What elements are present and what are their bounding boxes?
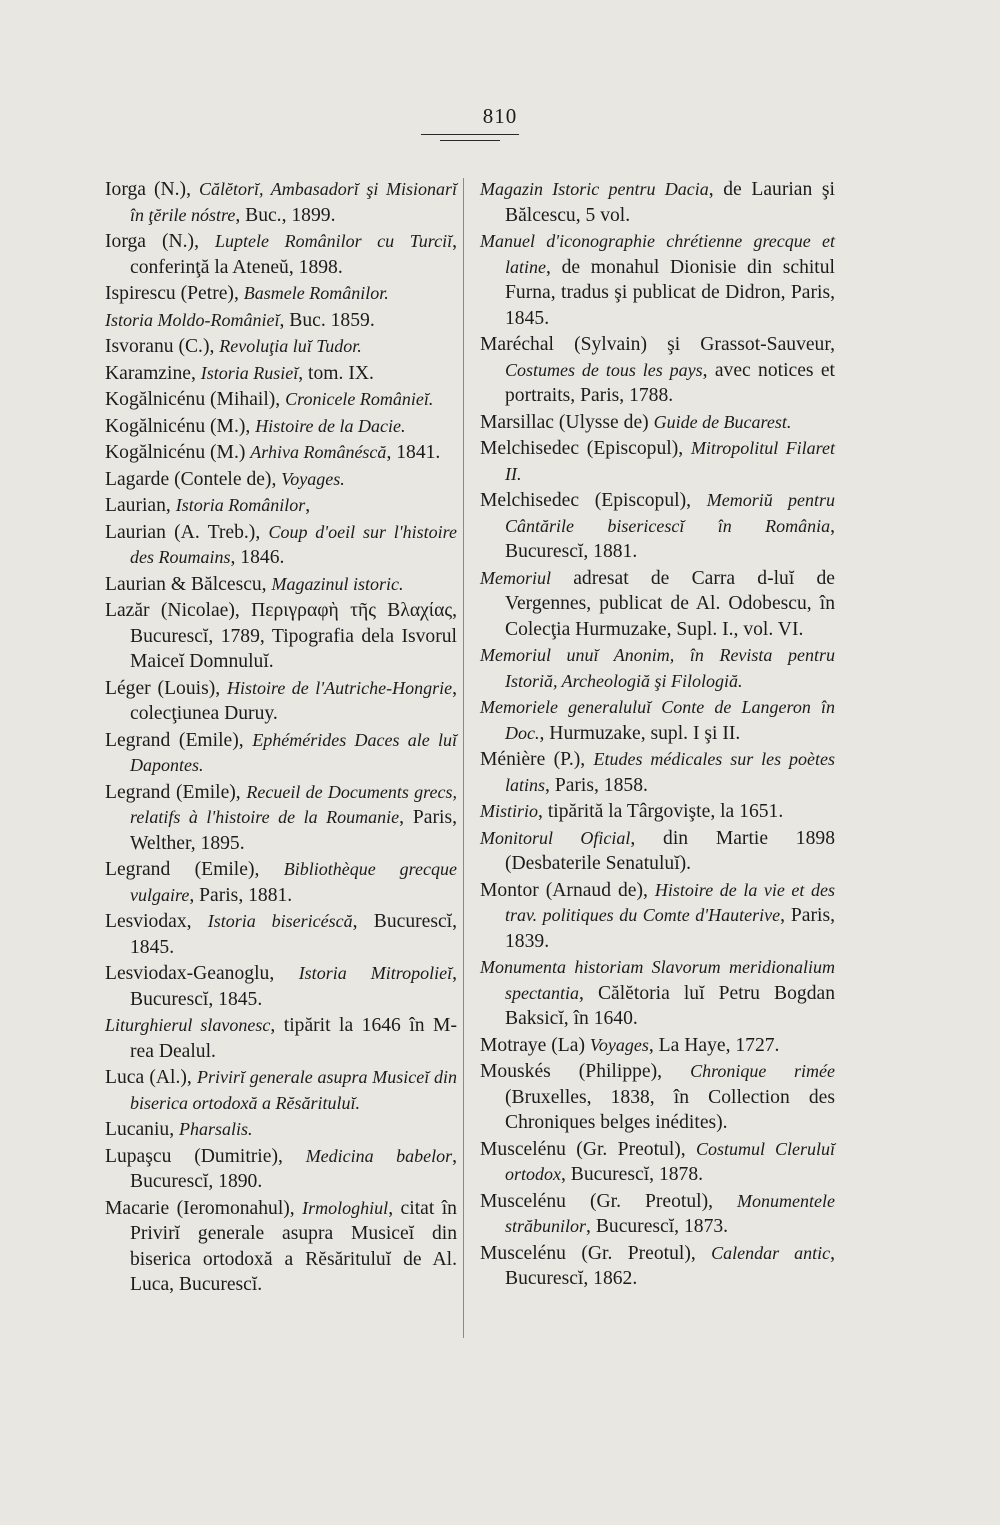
bibliography-entry bbox=[105, 308, 457, 334]
bibliography-entry bbox=[105, 780, 457, 857]
entry-title: Histoire de la Dacie. bbox=[255, 415, 406, 436]
entry-title: Recueil de Documents grecs, relatifs à l'histoire de la Roumanie bbox=[130, 781, 457, 827]
entry-title: Revoluţia luĭ Tudor. bbox=[219, 336, 362, 356]
entry-title: Memoriŭ pentru Cântările bisericescĭ în România bbox=[505, 490, 835, 536]
entry-title: Costumul Cleruluĭ ortodox bbox=[505, 1138, 835, 1184]
entry-text: , Bucurescĭ, 1881. bbox=[505, 515, 835, 562]
entry-text: Ménière (P.), bbox=[480, 749, 594, 770]
entry-title: Magazin Istoric pentru Dacia bbox=[480, 179, 709, 199]
bibliography-entry bbox=[105, 281, 457, 307]
entry-text: , tipărită la Târgovişte, la 1651. bbox=[538, 801, 784, 822]
entry-title: Etudes médicales sur les poètes latins bbox=[505, 749, 835, 795]
entry-text: , tom. IX. bbox=[298, 362, 374, 384]
entry-text: Iorga (N.), bbox=[105, 179, 199, 200]
entry-title: Histoire de la vie et des trav. politiques du Comte d'Hauterive bbox=[505, 879, 835, 925]
bibliography-entry bbox=[105, 229, 457, 280]
entry-title: Monitorul Oficial bbox=[480, 827, 631, 848]
entry-title: Istoria Moldo-Românieĭ bbox=[105, 309, 280, 330]
entry-title: Luptele Românilor cu Turciĭ bbox=[214, 231, 453, 251]
entry-text: , conferinţă la Ateneŭ, 1898. bbox=[130, 231, 458, 278]
entry-text: Kogălnicénu (M.) bbox=[105, 442, 251, 463]
bibliography-entry bbox=[105, 1013, 457, 1064]
entry-text: , de monahul Dionisie din schitul Furna, tradus şi publicat de Didron, Paris, 1845. bbox=[505, 256, 835, 329]
entry-text: , colecţiunea Duruy. bbox=[130, 677, 457, 724]
entry-text: , bbox=[305, 495, 311, 516]
bibliography-entry bbox=[105, 572, 457, 598]
entry-text: Lesviodax, bbox=[105, 911, 208, 932]
bibliography-entry bbox=[480, 1059, 835, 1136]
entry-text: , din Martie 1898 (Desbaterile Senatuluĭ). bbox=[505, 827, 835, 874]
entry-text: Legrand (Emile), bbox=[105, 781, 247, 803]
bibliography-entry bbox=[480, 436, 835, 487]
entry-text: , tipărit la 1646 în M-rea Dealul. bbox=[130, 1015, 457, 1062]
entry-text: , Buc., 1899. bbox=[235, 204, 336, 226]
entry-text: , avec notices et portraits, Paris, 1788. bbox=[505, 359, 835, 406]
bibliography-column-left bbox=[105, 177, 457, 1299]
entry-text: Muscelénu (Gr. Preotul), bbox=[480, 1138, 697, 1160]
entry-text: , de Laurian şi Bălcescu, 5 vol. bbox=[505, 179, 835, 226]
bibliography-entry bbox=[105, 440, 457, 466]
entry-text: Laurian (A. Treb.), bbox=[105, 521, 269, 543]
entry-title: Magazinul istoric. bbox=[271, 573, 404, 594]
entry-title: Memoriul bbox=[480, 567, 551, 588]
entry-title: Istoria Mitropolieĭ bbox=[298, 963, 453, 983]
entry-text: Iorga (N.), bbox=[105, 231, 215, 252]
bibliography-entry bbox=[480, 1137, 835, 1188]
entry-text: Karamzine, bbox=[105, 362, 201, 384]
bibliography-entry bbox=[105, 857, 457, 908]
bibliography-entry bbox=[480, 878, 835, 955]
entry-text: , citat în Privirĭ generale asupra Musiceĭ din biserica ortodoxă a Rĕsărituluĭ de Al. Luca, Bucurescĭ. bbox=[130, 1197, 457, 1295]
entry-title: Mitropolitul Filaret II. bbox=[505, 438, 835, 484]
bibliography-entry bbox=[480, 332, 835, 409]
entry-text: Legrand (Emile), bbox=[105, 859, 284, 880]
entry-text: , Paris, 1858. bbox=[545, 774, 648, 796]
page-number: 810 bbox=[482, 104, 518, 128]
bibliography-entry bbox=[105, 1117, 457, 1143]
bibliography-entry bbox=[105, 467, 457, 493]
entry-text: , 1841. bbox=[386, 442, 441, 463]
entry-text: adresat de Carra d-luĭ de Vergennes, publicat de Al. Odobescu, în Colecţia Hurmuzake, Supl. I., vol. VI. bbox=[505, 567, 835, 640]
entry-text: Melchisedec (Episcopul), bbox=[480, 490, 707, 511]
bibliography-entry bbox=[105, 1144, 457, 1195]
bibliography-entry bbox=[480, 1033, 835, 1059]
bibliography-entry bbox=[105, 520, 457, 571]
entry-title: Arhiva Românéscă bbox=[250, 442, 387, 462]
bibliography-entry bbox=[105, 334, 457, 360]
entry-text: Kogălnicénu (Mihail), bbox=[105, 389, 286, 410]
entry-title: Voyages bbox=[589, 1034, 649, 1055]
entry-text: , Hurmuzake, supl. I şi II. bbox=[539, 722, 741, 744]
bibliography-entry bbox=[480, 826, 835, 877]
entry-text: , Paris, 1839. bbox=[505, 905, 835, 952]
entry-text: Maréchal (Sylvain) şi Grassot-Sauveur, bbox=[480, 334, 835, 355]
bibliography-column-right bbox=[480, 177, 835, 1293]
entry-title: Liturghierul slavonesc bbox=[105, 1015, 271, 1035]
entry-text: , Bucurescĭ, 1878. bbox=[561, 1164, 704, 1185]
column-divider bbox=[463, 178, 464, 1338]
entry-text: , Călĕtoria luĭ Petru Bogdan Baksicĭ, în 1640. bbox=[505, 982, 835, 1029]
entry-title: Memoriele generaluluĭ Conte de Langeron în Doc. bbox=[480, 697, 835, 743]
entry-text: Lesviodax-Geanoglu, bbox=[105, 963, 299, 984]
entry-text: , La Haye, 1727. bbox=[648, 1034, 780, 1056]
entry-title: Monumentele străbunilor bbox=[505, 1190, 835, 1236]
entry-text: Lazăr (Nicolae), Περιγραφὴ τῆς Βλαχίας, Bucurescĭ, 1789, Tipografia dela Isvorul Maiceĭ Domnuluĭ. bbox=[105, 600, 457, 672]
bibliography-entry bbox=[105, 177, 457, 228]
entry-title: Bibliothèque grecque vulgaire bbox=[130, 859, 457, 905]
entry-title: Guide de Bucarest. bbox=[653, 411, 792, 432]
entry-title: Voyages. bbox=[281, 468, 345, 489]
bibliography-entry bbox=[480, 643, 835, 694]
entry-title: Pharsalis. bbox=[179, 1119, 253, 1139]
entry-title: Chronique rimée bbox=[690, 1061, 835, 1081]
entry-text: Motraye (La) bbox=[480, 1034, 590, 1056]
entry-text: Melchisedec (Episcopul), bbox=[480, 438, 691, 459]
entry-text: , Paris, Welther, 1895. bbox=[130, 807, 457, 854]
bibliography-entry bbox=[480, 1241, 835, 1292]
bibliography-entry bbox=[480, 566, 835, 643]
entry-text: Montor (Arnaud de), bbox=[480, 879, 655, 901]
entry-title: Istoria Românilor bbox=[175, 495, 306, 515]
bibliography-entry bbox=[105, 728, 457, 779]
entry-text: Legrand (Emile), bbox=[105, 729, 253, 751]
entry-title: Mistirio bbox=[480, 801, 539, 821]
header-rule-short bbox=[440, 140, 500, 141]
entry-title: Privirĭ generale asupra Musiceĭ din biserica ortodoxă a Rĕsărituluĭ. bbox=[130, 1067, 457, 1113]
bibliography-entry bbox=[105, 909, 457, 960]
entry-title: Calendar antic bbox=[711, 1242, 831, 1263]
entry-title: Istoria bisericéscă bbox=[207, 911, 353, 931]
header-rule bbox=[421, 134, 519, 135]
entry-title: Basmele Românilor. bbox=[243, 283, 389, 303]
bibliography-entry bbox=[480, 229, 835, 331]
entry-text: Mouskés (Philippe), bbox=[480, 1061, 691, 1082]
bibliography-entry bbox=[480, 799, 835, 825]
entry-title: Coup d'oeil sur l'histoire des Roumains bbox=[130, 521, 457, 567]
entry-text: Macarie (Ieromonahul), bbox=[105, 1197, 303, 1219]
bibliography-entry bbox=[480, 177, 835, 228]
bibliography-entry bbox=[105, 387, 457, 413]
entry-title: Istoria Rusieĭ bbox=[200, 362, 299, 383]
entry-title: Călĕtorĭ, Ambasadorĭ şi Misionarĭ în ţĕrile nóstre bbox=[130, 179, 458, 225]
entry-text: Marsillac (Ulysse de) bbox=[480, 411, 654, 433]
entry-text: , Bucurescĭ, 1890. bbox=[130, 1145, 457, 1192]
bibliography-entry bbox=[105, 961, 457, 1012]
entry-title: Costumes de tous les pays bbox=[505, 359, 703, 380]
entry-text: Lucaniu, bbox=[105, 1119, 179, 1140]
entry-title: Memoriul unuĭ Anonim, în Revista pentru Istoriă, Archeologiă şi Filologiă. bbox=[480, 645, 835, 691]
bibliography-entry bbox=[480, 955, 835, 1032]
entry-text: Léger (Louis), bbox=[105, 677, 227, 699]
bibliography-entry bbox=[105, 676, 457, 727]
entry-text: Laurian, bbox=[105, 495, 176, 516]
bibliography-entry bbox=[480, 410, 835, 436]
bibliography-entry bbox=[105, 1196, 457, 1298]
entry-text: , Paris, 1881. bbox=[189, 884, 293, 906]
entry-text: Luca (Al.), bbox=[105, 1067, 197, 1088]
entry-text: Muscelénu (Gr. Preotul), bbox=[480, 1242, 712, 1264]
entry-title: Ephémérides Daces ale luĭ Dapontes. bbox=[130, 729, 457, 775]
entry-text: (Bruxelles, 1838, în Collection des Chroniques belges inédites). bbox=[505, 1086, 835, 1133]
entry-title: Medicina babelor bbox=[305, 1145, 453, 1166]
entry-text: , Bucurescĭ, 1873. bbox=[586, 1216, 729, 1237]
entry-text: Lupaşcu (Dumitrie), bbox=[105, 1145, 306, 1167]
bibliography-entry bbox=[105, 361, 457, 387]
entry-title: Irmologhiul bbox=[302, 1197, 389, 1218]
entry-text: Kogălnicénu (M.), bbox=[105, 415, 256, 437]
entry-text: , Bucurescĭ, 1845. bbox=[130, 911, 457, 958]
entry-text: , 1846. bbox=[230, 547, 285, 568]
bibliography-entry bbox=[480, 1189, 835, 1240]
entry-title: Monumenta historiam Slavorum meridionalium spectantia bbox=[480, 957, 835, 1003]
entry-text: , Bucurescĭ, 1862. bbox=[505, 1242, 835, 1289]
bibliography-entry bbox=[480, 488, 835, 565]
bibliography-entry bbox=[105, 1065, 457, 1116]
entry-text: Isvoranu (C.), bbox=[105, 336, 220, 357]
entry-text: , Buc. 1859. bbox=[279, 309, 375, 331]
entry-text: , Bucurescĭ, 1845. bbox=[130, 963, 457, 1010]
bibliography-entry bbox=[480, 747, 835, 798]
bibliography-entry bbox=[105, 414, 457, 440]
entry-title: Manuel d'iconographie chrétienne grecque et latine bbox=[480, 231, 835, 277]
entry-text: Laurian & Bălcescu, bbox=[105, 573, 272, 595]
bibliography-entry bbox=[480, 695, 835, 746]
entry-text: Ispirescu (Petre), bbox=[105, 283, 244, 304]
entry-text: Lagarde (Contele de), bbox=[105, 468, 282, 490]
entry-text: Muscelénu (Gr. Preotul), bbox=[480, 1190, 738, 1212]
bibliography-entry bbox=[105, 493, 457, 519]
bibliography-entry bbox=[105, 598, 457, 675]
entry-title: Cronicele Românieĭ. bbox=[285, 389, 434, 409]
entry-title: Histoire de l'Autriche-Hongrie bbox=[227, 677, 453, 698]
